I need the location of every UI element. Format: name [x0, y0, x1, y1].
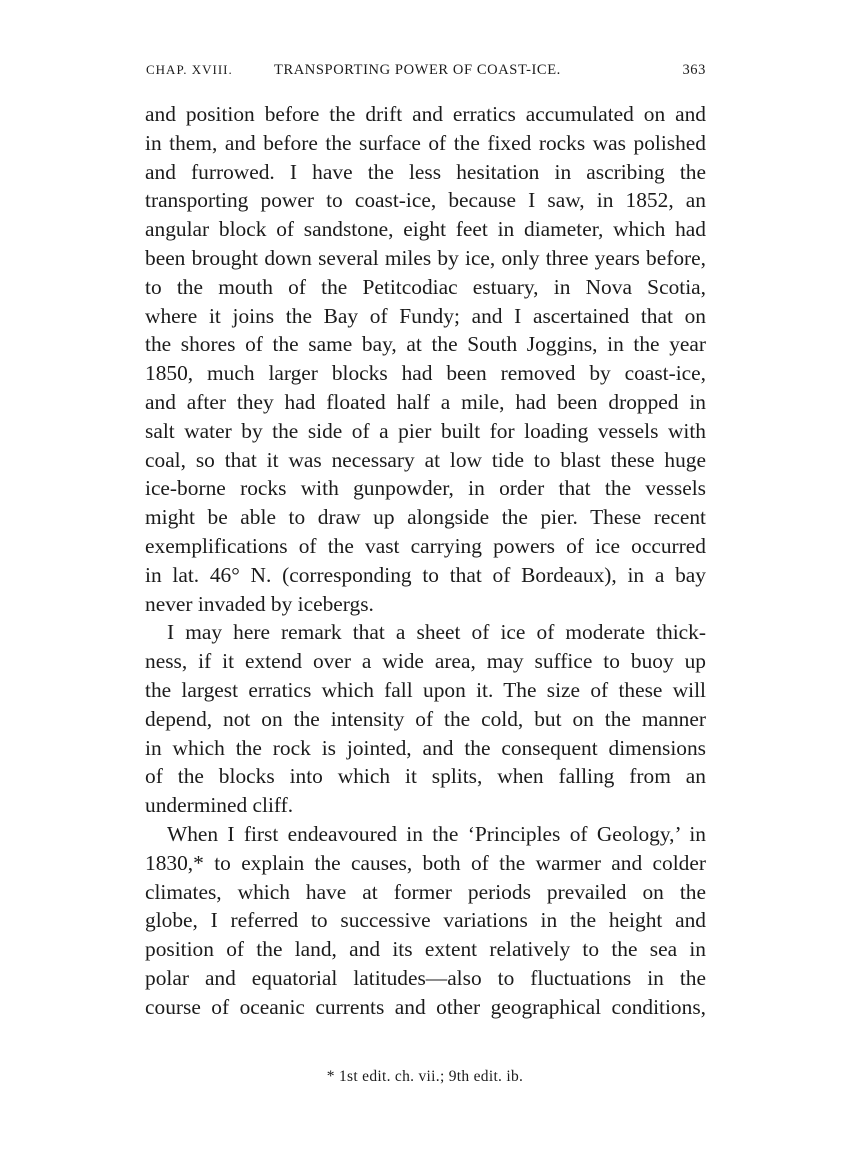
text-line: globe, I referred to successive variations in the height and — [145, 908, 706, 933]
chapter-label: CHAP. XVIII. — [146, 62, 233, 77]
text-line: I may here remark that a sheet of ice of moderate thick- — [167, 620, 706, 645]
text-line: When I first endeavoured in the ‘Principles of Geology,’ in — [167, 821, 706, 846]
text-line: ness, if it extend over a wide area, may suffice to buoy up — [145, 649, 706, 674]
text-line: transporting power to coast-ice, because I saw, in 1852, an — [145, 188, 706, 213]
text-line: the shores of the same bay, at the South Joggins, in the year — [145, 332, 706, 357]
text-line: the largest erratics which fall upon it. The size of these will — [145, 677, 706, 702]
text-line: climates, which have at former periods prevailed on the — [145, 879, 706, 904]
text-line: in which the rock is jointed, and the consequent dimensions — [145, 735, 706, 760]
text-line: exemplifications of the vast carrying powers of ice occurred — [145, 533, 706, 558]
text-line: and after they had floated half a mile, had been dropped in — [145, 389, 706, 414]
paragraph-3 — [145, 820, 706, 1022]
text-line: might be able to draw up alongside the pier. These recent — [145, 505, 706, 530]
text-line: ice-borne rocks with gunpowder, in order that the vessels — [145, 476, 706, 501]
text-line: course of oceanic currents and other geographical conditions, — [145, 994, 706, 1019]
text-line: to the mouth of the Petitcodiac estuary, in Nova Scotia, — [145, 274, 706, 299]
text-line: position of the land, and its extent relatively to the sea in — [145, 937, 706, 962]
text-line: angular block of sandstone, eight feet in diameter, which had — [145, 217, 706, 242]
body-text — [145, 100, 706, 1022]
page-number: 363 — [682, 62, 706, 78]
text-line: 1850, much larger blocks had been removed by coast-ice, — [145, 361, 706, 386]
text-line: undermined cliff. — [145, 793, 294, 818]
text-line: coal, so that it was necessary at low tide to blast these huge — [145, 447, 706, 472]
text-line: never invaded by icebergs. — [145, 591, 374, 616]
paragraph-2 — [145, 618, 706, 820]
text-line: in them, and before the surface of the fixed rocks was polished — [145, 130, 706, 155]
text-line: and position before the drift and erratics accumulated on and — [145, 102, 706, 126]
text-line: polar and equatorial latitudes—also to fluctuations in the — [145, 965, 706, 990]
text-line: 1830,* to explain the causes, both of the warmer and colder — [145, 850, 706, 875]
text-line: depend, not on the intensity of the cold, but on the manner — [145, 706, 706, 731]
text-line: salt water by the side of a pier built for loading vessels with — [145, 418, 706, 443]
paragraph-1 — [145, 100, 706, 618]
running-head — [146, 62, 706, 82]
text-line: of the blocks into which it splits, when falling from an — [145, 764, 706, 789]
text-line: and furrowed. I have the less hesitation in ascribing the — [145, 159, 706, 184]
footnote: * 1st edit. ch. vii.; 9th edit. ib. — [326, 1068, 524, 1085]
text-line: been brought down several miles by ice, only three years before, — [145, 245, 706, 270]
text-line: in lat. 46° N. (corresponding to that of Bordeaux), in a bay — [145, 562, 706, 587]
running-title: TRANSPORTING POWER OF COAST-ICE. — [274, 62, 561, 78]
text-line: where it joins the Bay of Fundy; and I ascertained that on — [145, 303, 706, 328]
